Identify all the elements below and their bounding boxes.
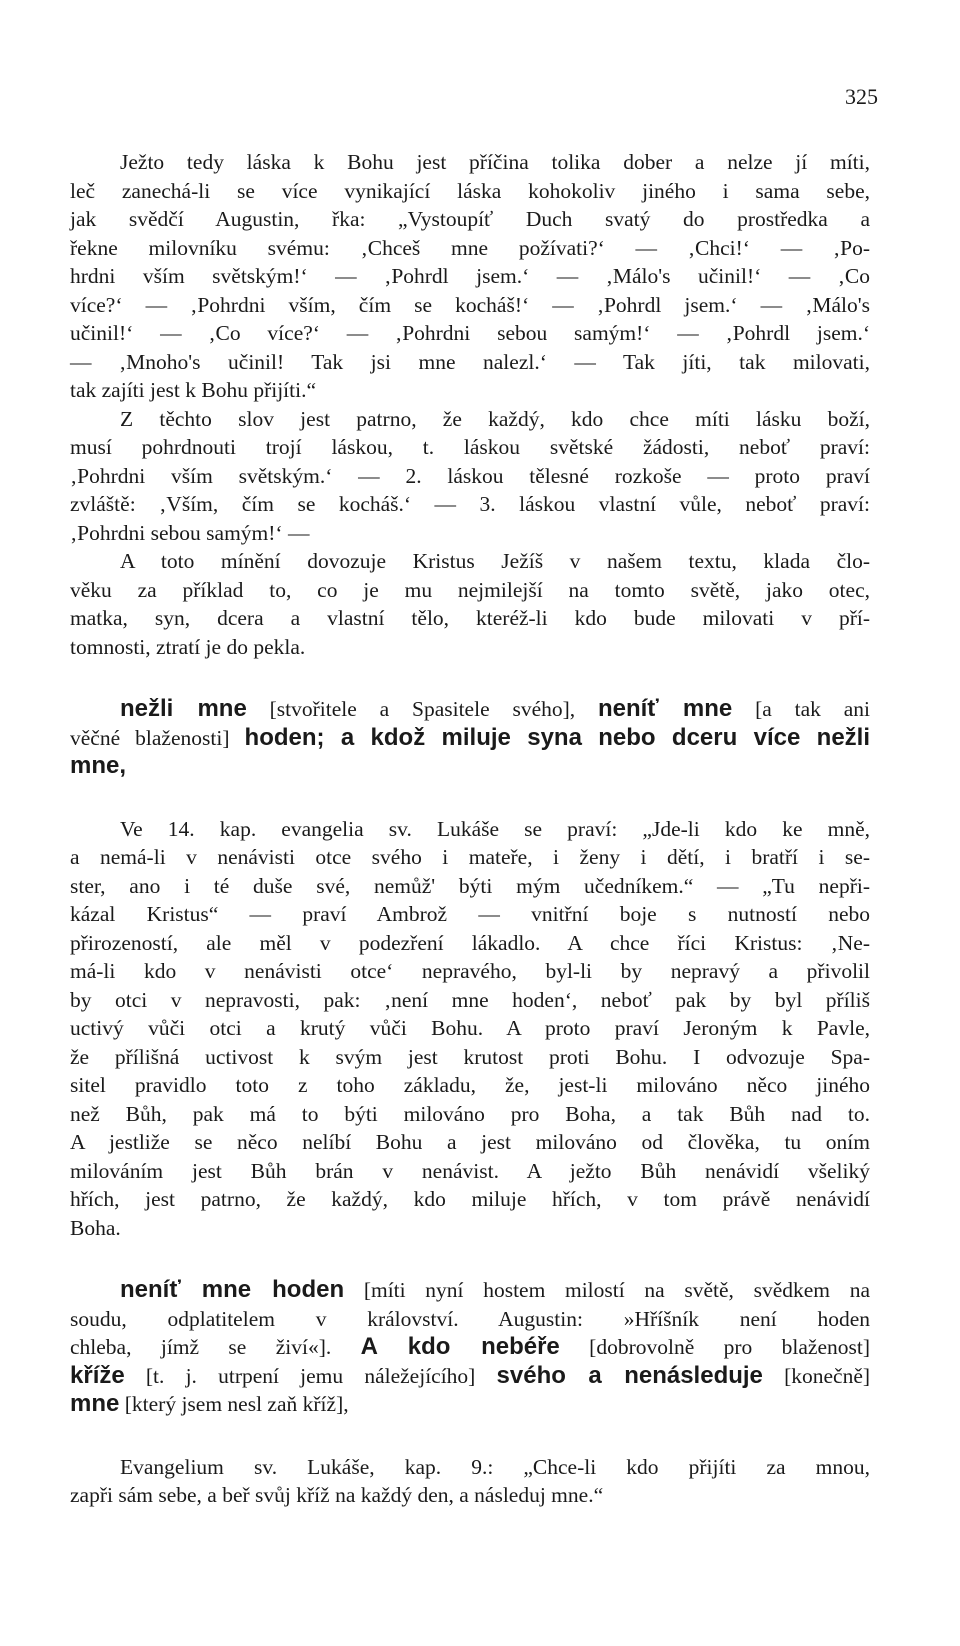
text-line: ‚Pohrdni sebou samým!‘ — [70,520,310,545]
text-line: řekne milovníku svému: ‚Chceš mne požívati?‘ — ‚Chci!‘ — ‚Po- [70,235,870,260]
paragraph-lukas-9 [70,1453,870,1510]
verse-gloss: [míti nyní hostem milostí na světě, svědkem na [363,1278,870,1302]
text-line: hrdni vším světským!‘ — ‚Pohrdl jsem.‘ — ‚Málo's učinil!‘ — ‚Co [70,264,870,288]
page-body [70,148,870,1510]
text-line: tomnosti, ztratí je do pekla. [70,634,306,659]
text-line: matka, syn, dcera a vlastní tělo, kteréž-li kdo bude milovati v pří- [70,606,870,630]
text-line: zapři sám sebe, a beř svůj kříž na každý den, a následuj mne.“ [70,1483,604,1507]
verse-gloss: [který jsem nesl zaň kříž], [124,1392,349,1416]
paragraph-lukas-14 [70,815,870,1243]
text-line [70,695,870,724]
text-line [70,1362,870,1391]
text-line: sitel pravidlo toto z toho základu, že, jest-li milováno něco jiného [70,1073,870,1097]
verse-gloss: věčné blaženosti] [70,725,230,750]
text-line: Ve 14. kap. evangelia sv. Lukáše se praví: „Jde-li kdo ke mně, [120,816,870,841]
text-line: kázal Kristus“ — praví Ambrož — vnitřní boje s nutností nebo [70,902,870,926]
verse-bold: neníť mne [597,695,733,722]
text-line: učinil!‘ — ‚Co více?‘ — ‚Pohrdni sebou samým!‘ — ‚Pohrdl jsem.‘ [70,321,870,345]
paragraph-mineni [70,547,870,661]
text-line: soudu, odplatitelem v království. Augustin: »Hříšník není hoden [70,1306,870,1331]
text-line: přirozeností, ale měl v podezření lákadlo. A chce říci Kristus: ‚Ne- [70,930,870,955]
text-line: má-li kdo v nenávisti otce‘ nepravého, byl-li by nepravý a přivolil [70,959,870,983]
text-line [70,1390,870,1419]
verse-bold: nežli mne [120,695,247,722]
verse-bold: svého a nenásleduje [496,1361,763,1389]
text-line [70,752,870,781]
paragraph-trojí-láska [70,405,870,548]
text-line [70,1333,870,1362]
text-line: by otci v nepravosti, pak: ‚není mne hoden‘, neboť pak by byl příliš [70,987,870,1012]
text-line [70,1276,870,1305]
text-line: tak zajíti jest k Bohu přijíti.“ [70,378,317,402]
verse-bold: hoden; a kdož miluje syna nebo dceru více nežli [244,723,871,751]
text-line: více?‘ — ‚Pohrdni vším, čím se kocháš!‘ — ‚Pohrdl jsem.‘ — ‚Málo's [70,292,870,317]
text-line: — ‚Mnoho's učinil! Tak jsi mne nalezl.‘ — Tak jíti, tak milovati, [70,349,870,374]
verse-gloss: [konečně] [784,1363,871,1388]
verse-bold: kříže [70,1361,125,1389]
verse-block-2 [70,1276,870,1419]
verse-bold: mne, [70,752,127,779]
verse-bold: neníť mne hoden [120,1276,345,1303]
verse-gloss: chleba, jímž se živí«]. [70,1335,332,1359]
text-line: zvláště: ‚Vším, čím se kocháš.‘ — 3. láskou vlastní vůle, neboť praví: [70,492,870,516]
text-line: Ježto tedy láska k Bohu jest příčina tolika dober a nelze jí míti, [120,150,870,174]
verse-gloss: [t. j. utrpení jemu náležejícího] [145,1363,476,1388]
verse-gloss: [stvořitele a Spasitele svého], [269,697,576,721]
text-line: věku za příklad to, co je mu nejmilejší na tomto světě, jako otec, [70,577,870,602]
text-line: Evangelium sv. Lukáše, kap. 9.: „Chce-li kdo přijíti za mnou, [120,1454,870,1479]
text-line: Boha. [70,1215,121,1240]
text-line: hřích, jest patrno, že každý, kdo miluje hřích, v tom právě nenávidí [70,1187,870,1211]
verse-block-1 [70,695,870,781]
text-line: než Bůh, pak má to býti milováno pro Boha, a tak Bůh nad to. [70,1101,870,1126]
text-line: ‚Pohrdni vším světským.‘ — 2. láskou tělesné rozkoše — proto praví [70,463,870,488]
verse-gloss: [a tak ani [755,697,870,721]
text-line: musí pohrdnouti trojí láskou, t. láskou světské žádosti, neboť praví: [70,435,870,459]
text-line: A jestliže se něco nelíbí Bohu a jest milováno od člověka, tu oním [70,1130,870,1154]
text-line [70,724,870,753]
paragraph-augustin [70,148,870,405]
text-line: leč zanechá-li se více vynikající láska kohokoliv jiného i sama sebe, [70,178,870,203]
text-line: Z těchto slov jest patrno, že každý, kdo chce míti lásku boží, [120,406,870,431]
text-line: uctivý vůči otci a krutý vůči Bohu. A proto praví Jeroným k Pavle, [70,1016,870,1040]
text-line: jak svědčí Augustin, řka: „Vystoupíť Duch svatý do prostředka a [70,207,870,231]
text-line: ster, ano i té duše své, nemůž' býti mým učedníkem.“ — „Tu nepři- [70,873,870,898]
verse-bold: A kdo nebéře [360,1333,560,1360]
text-line: milováním jest Bůh brán v nenávist. A ježto Bůh nenávidí všeliký [70,1158,870,1183]
text-line: A toto mínění dovozuje Kristus Ježíš v našem textu, klada člo- [120,549,870,573]
verse-bold: mne [70,1390,120,1417]
verse-gloss: [dobrovolně pro blaženost] [589,1335,870,1359]
text-line: že přílišná uctivost k svým jest krutost proti Bohu. I odvozuje Spa- [70,1044,870,1069]
text-line: a nemá-li v nenávisti otce svého i mateře, i ženy i dětí, i bratří i se- [70,845,870,869]
page-number: 325 [845,84,878,109]
